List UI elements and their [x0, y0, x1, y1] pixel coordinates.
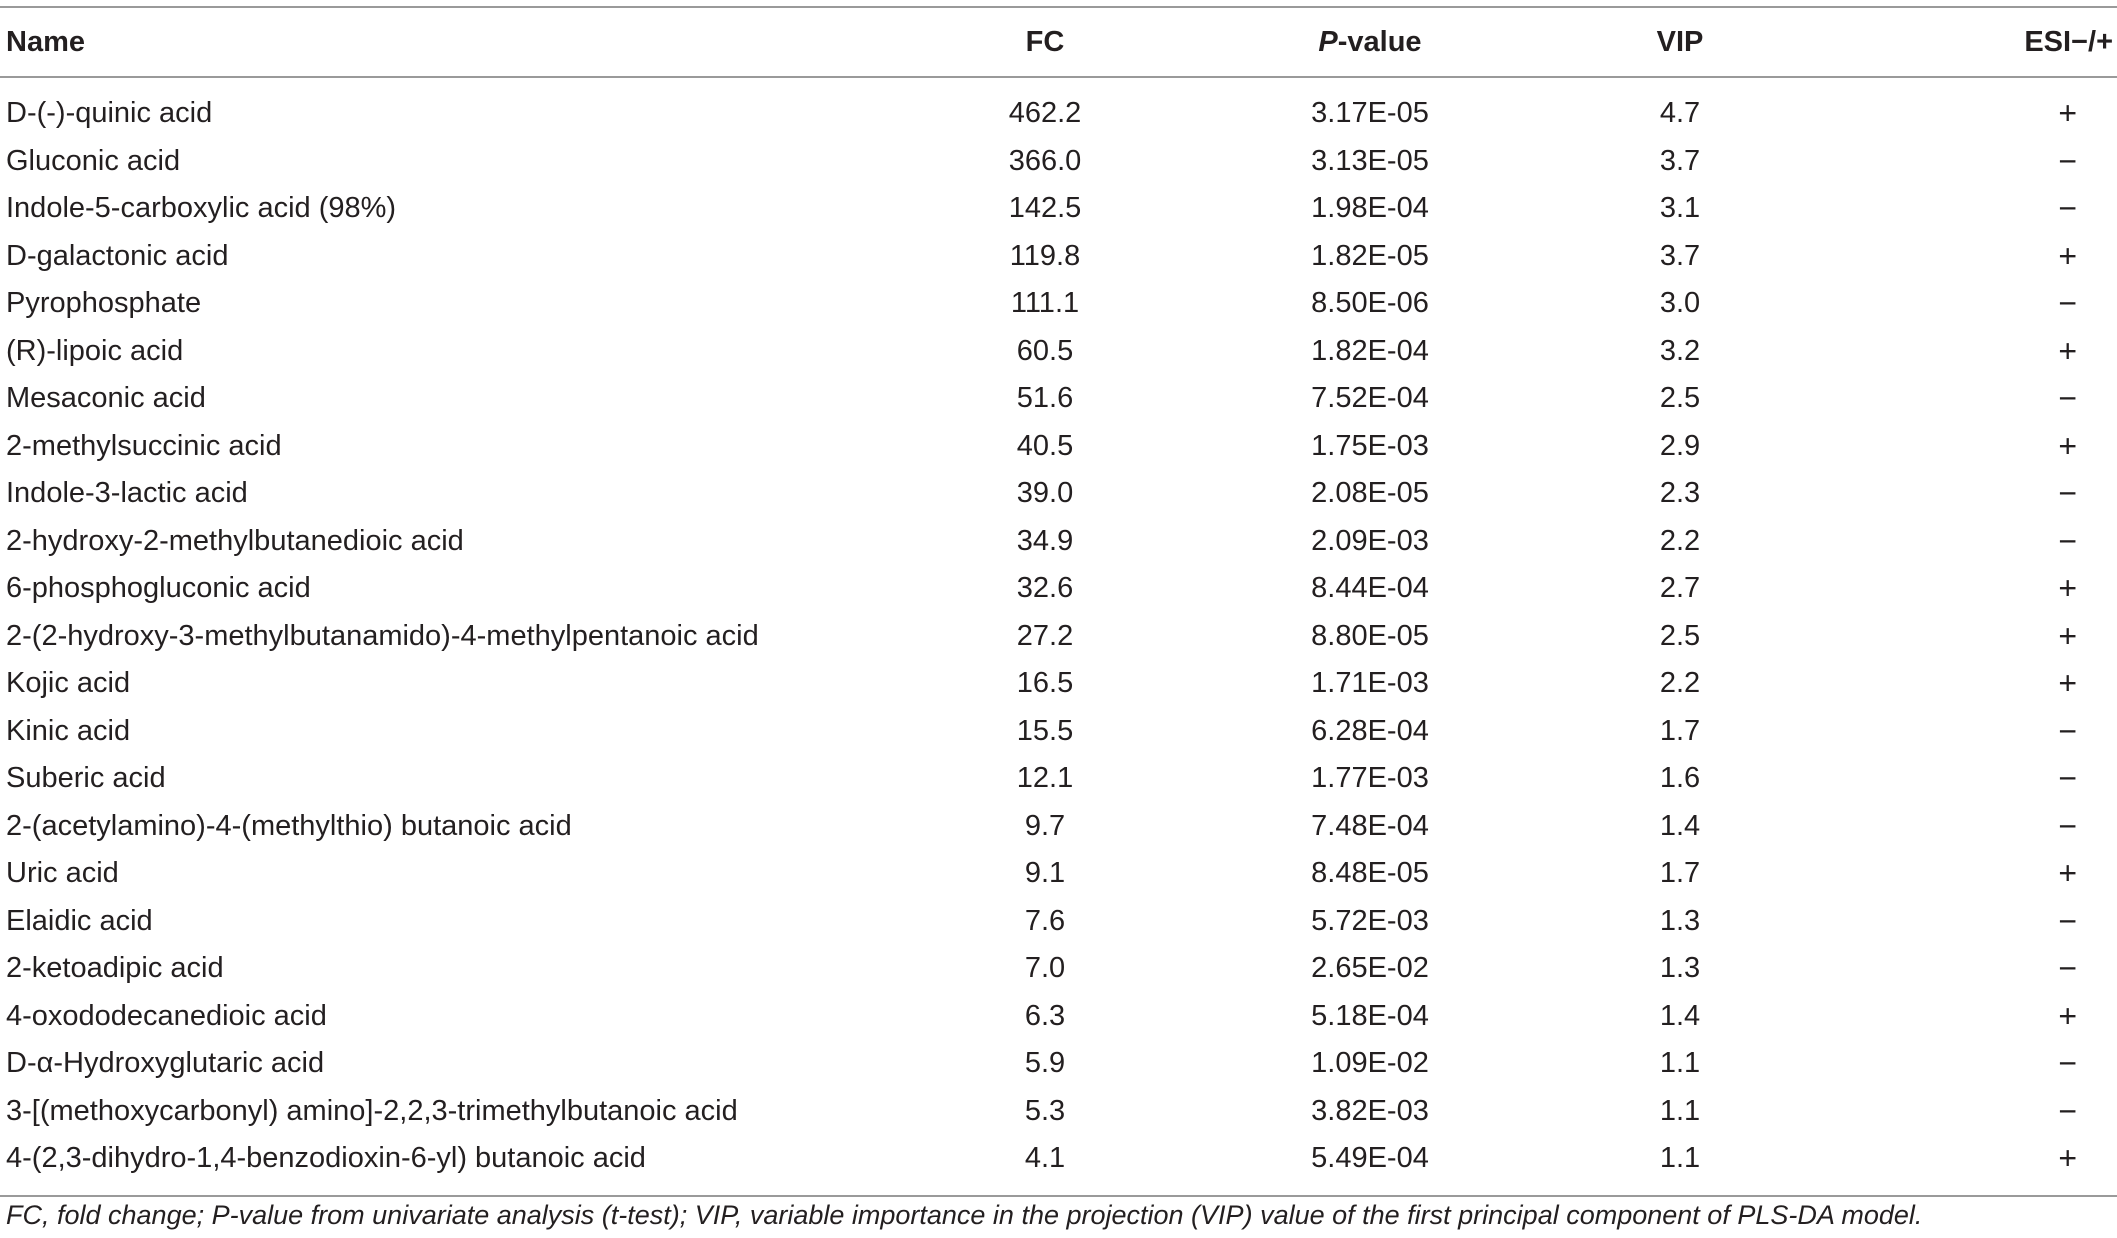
cell-name: Indole-3-lactic acid — [6, 477, 248, 510]
cell-esi: − — [2058, 1045, 2077, 1082]
cell-fc: 366.0 — [1008, 144, 1082, 177]
table-row — [0, 77, 2117, 138]
table-row — [0, 1135, 2117, 1196]
cell-pvalue: 8.80E-05 — [1311, 619, 1429, 652]
cell-name: 3-[(methoxycarbonyl) amino]-2,2,3-trimethylbutanoic acid — [6, 1094, 738, 1127]
cell-esi: + — [2058, 855, 2077, 892]
cell-vip: 2.9 — [1659, 429, 1701, 462]
table-row — [0, 280, 2117, 328]
table-row — [0, 850, 2117, 898]
cell-pvalue: 1.71E-03 — [1311, 667, 1429, 700]
table-row — [0, 565, 2117, 613]
cell-name: D-galactonic acid — [6, 239, 229, 272]
cell-esi: − — [2058, 807, 2077, 844]
cell-fc: 32.6 — [1016, 572, 1074, 605]
cell-fc: 5.9 — [1024, 1047, 1066, 1080]
cell-fc: 6.3 — [1024, 999, 1066, 1032]
cell-fc: 462.2 — [1008, 97, 1082, 130]
cell-vip: 1.3 — [1659, 952, 1701, 985]
table-row — [0, 1088, 2117, 1136]
table-row — [0, 898, 2117, 946]
cell-fc: 40.5 — [1016, 429, 1074, 462]
cell-name: D-α-Hydroxyglutaric acid — [6, 1047, 325, 1080]
cell-vip: 1.1 — [1659, 1047, 1701, 1080]
cell-vip: 1.7 — [1659, 714, 1701, 747]
cell-vip: 2.2 — [1659, 667, 1701, 700]
cell-esi: + — [2058, 427, 2077, 464]
cell-esi: − — [2058, 1092, 2077, 1129]
cell-esi: − — [2058, 760, 2077, 797]
cell-vip: 4.7 — [1659, 97, 1701, 130]
table-row — [0, 138, 2117, 186]
table-row — [0, 1040, 2117, 1088]
metabolite-table — [0, 6, 2117, 1197]
cell-vip: 1.7 — [1659, 857, 1701, 890]
table-row — [0, 185, 2117, 233]
cell-pvalue: 3.13E-05 — [1311, 144, 1429, 177]
cell-esi: + — [2058, 1140, 2077, 1177]
cell-pvalue: 3.17E-05 — [1311, 97, 1429, 130]
cell-pvalue: 7.52E-04 — [1311, 382, 1429, 415]
cell-pvalue: 8.48E-05 — [1311, 857, 1429, 890]
cell-fc: 15.5 — [1016, 714, 1074, 747]
table-row — [0, 375, 2117, 423]
cell-name: Kinic acid — [6, 714, 131, 747]
cell-pvalue: 3.82E-03 — [1311, 1094, 1429, 1127]
cell-vip: 2.3 — [1659, 477, 1701, 510]
cell-esi: − — [2058, 902, 2077, 939]
cell-name: Mesaconic acid — [6, 382, 206, 415]
cell-fc: 5.3 — [1024, 1094, 1066, 1127]
cell-vip: 2.7 — [1659, 572, 1701, 605]
cell-vip: 3.7 — [1659, 239, 1701, 272]
table-row — [0, 518, 2117, 566]
cell-fc: 16.5 — [1016, 667, 1074, 700]
header-esi: ESI−/+ — [2024, 25, 2113, 58]
cell-pvalue: 5.72E-03 — [1311, 904, 1429, 937]
cell-name: 2-ketoadipic acid — [6, 952, 224, 985]
cell-vip: 1.3 — [1659, 904, 1701, 937]
cell-esi: − — [2058, 522, 2077, 559]
cell-fc: 39.0 — [1016, 477, 1074, 510]
cell-esi: − — [2058, 712, 2077, 749]
cell-esi: + — [2058, 570, 2077, 607]
cell-pvalue: 2.65E-02 — [1311, 952, 1429, 985]
cell-fc: 119.8 — [1009, 239, 1081, 272]
cell-name: 2-hydroxy-2-methylbutanedioic acid — [6, 524, 464, 557]
cell-pvalue: 5.18E-04 — [1311, 999, 1429, 1032]
cell-vip: 1.4 — [1659, 809, 1701, 842]
cell-esi: − — [2058, 475, 2077, 512]
cell-esi: − — [2058, 950, 2077, 987]
cell-fc: 51.6 — [1016, 382, 1074, 415]
cell-esi: − — [2058, 190, 2077, 227]
cell-name: 4-oxododecanedioic acid — [6, 999, 327, 1032]
cell-name: Pyrophosphate — [6, 287, 202, 320]
cell-name: Kojic acid — [6, 667, 131, 700]
cell-esi: − — [2058, 285, 2077, 322]
cell-vip: 3.0 — [1659, 287, 1701, 320]
cell-name: Gluconic acid — [6, 144, 181, 177]
cell-vip: 2.5 — [1659, 382, 1701, 415]
cell-vip: 1.4 — [1659, 999, 1701, 1032]
cell-esi: + — [2058, 95, 2077, 132]
table-row — [0, 755, 2117, 803]
table-header-row — [0, 7, 2117, 77]
cell-pvalue: 2.08E-05 — [1311, 477, 1429, 510]
table-row — [0, 945, 2117, 993]
header-fc: FC — [1025, 25, 1065, 58]
cell-fc: 7.0 — [1024, 952, 1066, 985]
cell-name: 2-(acetylamino)-4-(methylthio) butanoic acid — [6, 809, 572, 842]
cell-vip: 3.7 — [1659, 144, 1701, 177]
cell-name: Suberic acid — [6, 762, 166, 795]
cell-fc: 27.2 — [1016, 619, 1074, 652]
cell-name: Indole-5-carboxylic acid (98%) — [6, 192, 397, 225]
cell-pvalue: 5.49E-04 — [1311, 1142, 1429, 1175]
cell-name: 2-methylsuccinic acid — [6, 429, 282, 462]
cell-name: D-(-)-quinic acid — [6, 97, 213, 130]
cell-name: 2-(2-hydroxy-3-methylbutanamido)-4-methylpentanoic acid — [6, 619, 759, 652]
cell-pvalue: 2.09E-03 — [1311, 524, 1429, 557]
cell-pvalue: 1.09E-02 — [1311, 1047, 1429, 1080]
cell-esi: − — [2058, 380, 2077, 417]
cell-name: (R)-lipoic acid — [6, 334, 184, 367]
cell-pvalue: 6.28E-04 — [1311, 714, 1429, 747]
cell-name: Uric acid — [6, 857, 119, 890]
table-row — [0, 423, 2117, 471]
cell-pvalue: 1.77E-03 — [1311, 762, 1429, 795]
cell-esi: − — [2058, 142, 2077, 179]
header-pvalue-italic: P — [1318, 25, 1338, 58]
cell-fc: 9.7 — [1024, 809, 1066, 842]
header-name: Name — [6, 25, 85, 58]
table-row — [0, 803, 2117, 851]
cell-pvalue: 7.48E-04 — [1311, 809, 1429, 842]
cell-vip: 2.2 — [1659, 524, 1701, 557]
cell-pvalue: 8.50E-06 — [1311, 287, 1429, 320]
cell-vip: 1.1 — [1659, 1142, 1701, 1175]
table-row — [0, 233, 2117, 281]
cell-fc: 7.6 — [1024, 904, 1066, 937]
cell-vip: 2.5 — [1659, 619, 1701, 652]
cell-esi: + — [2058, 237, 2077, 274]
cell-pvalue: 1.98E-04 — [1311, 192, 1429, 225]
cell-vip: 1.1 — [1659, 1094, 1701, 1127]
cell-vip: 3.2 — [1659, 334, 1701, 367]
table-row — [0, 660, 2117, 708]
cell-esi: + — [2058, 997, 2077, 1034]
cell-pvalue: 1.82E-05 — [1311, 239, 1429, 272]
cell-name: 6-phosphogluconic acid — [6, 572, 311, 605]
cell-pvalue: 1.75E-03 — [1311, 429, 1429, 462]
table-row — [0, 993, 2117, 1041]
header-pvalue-rest: -value — [1337, 25, 1422, 58]
table-row — [0, 328, 2117, 376]
table-row — [0, 708, 2117, 756]
cell-fc: 111.1 — [1010, 287, 1080, 320]
cell-vip: 1.6 — [1659, 762, 1701, 795]
cell-esi: + — [2058, 665, 2077, 702]
cell-fc: 142.5 — [1008, 192, 1082, 225]
cell-fc: 34.9 — [1016, 524, 1074, 557]
header-vip: VIP — [1656, 25, 1704, 58]
table-row — [0, 613, 2117, 661]
table-footnote: FC, fold change; P-value from univariate analysis (t-test); VIP, variable importance in the projection (VIP) value of the first principal component of PLS-DA model. — [6, 1200, 1923, 1230]
cell-fc: 4.1 — [1024, 1142, 1066, 1175]
table-row — [0, 470, 2117, 518]
cell-vip: 3.1 — [1659, 192, 1701, 225]
header-pvalue — [1210, 7, 1530, 77]
cell-fc: 12.1 — [1016, 762, 1074, 795]
cell-name: 4-(2,3-dihydro-1,4-benzodioxin-6-yl) butanoic acid — [6, 1142, 646, 1175]
cell-name: Elaidic acid — [6, 904, 153, 937]
cell-pvalue: 1.82E-04 — [1311, 334, 1429, 367]
cell-esi: + — [2058, 617, 2077, 654]
cell-pvalue: 8.44E-04 — [1311, 572, 1429, 605]
cell-fc: 60.5 — [1016, 334, 1074, 367]
cell-fc: 9.1 — [1024, 857, 1066, 890]
table-body — [0, 77, 2117, 1196]
cell-esi: + — [2058, 332, 2077, 369]
